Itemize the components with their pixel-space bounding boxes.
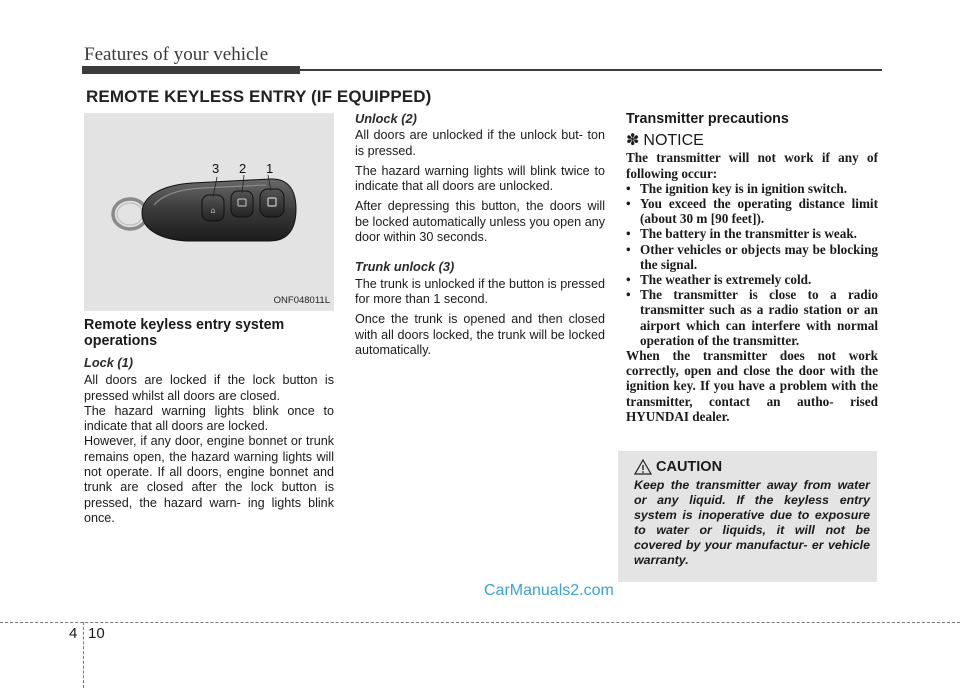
unlock-paragraph-2: The hazard warning lights will blink twice to indicate that all doors are unlocked. bbox=[355, 163, 605, 194]
figure-code: ONF048011L bbox=[273, 294, 330, 306]
notice-body bbox=[626, 150, 878, 424]
subheading-unlock: Unlock (2) bbox=[355, 111, 417, 126]
callout-1: 1 bbox=[266, 161, 274, 176]
list-item: • You exceed the operating distance limit (about 30 m [90 feet]). bbox=[626, 196, 878, 226]
page-number: 10 bbox=[88, 625, 105, 642]
caution-title: CAUTION bbox=[656, 459, 723, 475]
caution-box bbox=[618, 451, 877, 582]
subheading-trunk-unlock: Trunk unlock (3) bbox=[355, 259, 455, 275]
callout-2: 2 bbox=[239, 161, 247, 176]
unlock-paragraph-3: After depressing this button, the doors will be locked automatically unless you open any door within 30 seconds. bbox=[355, 199, 605, 245]
notice-label: NOTICE bbox=[643, 132, 704, 149]
key-fob-figure bbox=[84, 113, 334, 311]
watermark-link[interactable]: CarManuals2.com bbox=[484, 582, 614, 599]
warning-triangle-icon bbox=[634, 459, 652, 475]
trunk-paragraph-2: Once the trunk is opened and then closed with all doors locked, the trunk will be locked automatically. bbox=[355, 312, 605, 357]
list-item: • The battery in the transmitter is weak. bbox=[626, 226, 878, 241]
key-fob-illustration bbox=[84, 113, 334, 311]
column-middle bbox=[355, 111, 605, 358]
heading-rke-operations: Remote keyless entry system operations bbox=[84, 317, 285, 349]
footer-divider bbox=[83, 622, 84, 688]
trunk-paragraph-1: The trunk is unlocked if the button is pressed for more than 1 second. bbox=[355, 276, 605, 306]
footer-rule bbox=[0, 622, 960, 623]
notice-outro: When the transmitter does not work correctly, open and close the door with the ignition key. If you have a problem with the transmitter, contact an autho- rised HYUNDAI dealer. bbox=[626, 347, 878, 424]
column-right bbox=[626, 111, 878, 424]
lock-paragraph-3: However, if any door, engine bonnet or trunk remains open, the hazard warning lights will not operate. If all doors, engine bonnet and trunk are closed after the lock button is pressed, the hazard warn- ing lights blink once. bbox=[84, 434, 334, 525]
notice-heading bbox=[626, 133, 878, 148]
column-left bbox=[84, 113, 334, 526]
section-title: REMOTE KEYLESS ENTRY (IF EQUIPPED) bbox=[86, 87, 432, 106]
list-item: • The weather is extremely cold. bbox=[626, 272, 878, 287]
caution-text: Keep the transmitter away from water or any liquid. If the keyless entry system is inoperative due to exposure to water or liquids, it will not be covered by your manufactur- er vehicle warranty. bbox=[634, 478, 870, 567]
lock-button bbox=[260, 189, 284, 217]
lock-paragraph-2: The hazard warning lights blink once to indicate that all doors are locked. bbox=[84, 403, 334, 434]
list-item: • The transmitter is close to a radio transmitter such as a radio station or an airport which can interfere with normal operation of the transmitter. bbox=[626, 287, 878, 348]
lock-paragraph-1: All doors are locked if the lock button is pressed whilst all doors are closed. bbox=[84, 373, 334, 403]
heading-transmitter-precautions: Transmitter precautions bbox=[626, 111, 789, 127]
header-rule bbox=[82, 66, 882, 74]
notice-list bbox=[626, 181, 878, 348]
subheading-lock: Lock (1) bbox=[84, 355, 134, 370]
chapter-number: 4 bbox=[69, 625, 78, 642]
page-header-title: Features of your vehicle bbox=[84, 44, 269, 65]
notice-icon: ✽ bbox=[626, 132, 640, 149]
unlock-button bbox=[231, 191, 253, 217]
list-item: • Other vehicles or objects may be blocking the signal. bbox=[626, 242, 878, 272]
list-item: • The ignition key is in ignition switch. bbox=[626, 181, 878, 196]
notice-intro: The transmitter will not work if any of following occur: bbox=[626, 150, 878, 181]
unlock-paragraph-1: All doors are unlocked if the unlock but- ton is pressed. bbox=[355, 128, 605, 158]
svg-text:⌂: ⌂ bbox=[210, 206, 216, 215]
callout-3: 3 bbox=[212, 161, 220, 176]
caution-heading bbox=[634, 459, 870, 475]
